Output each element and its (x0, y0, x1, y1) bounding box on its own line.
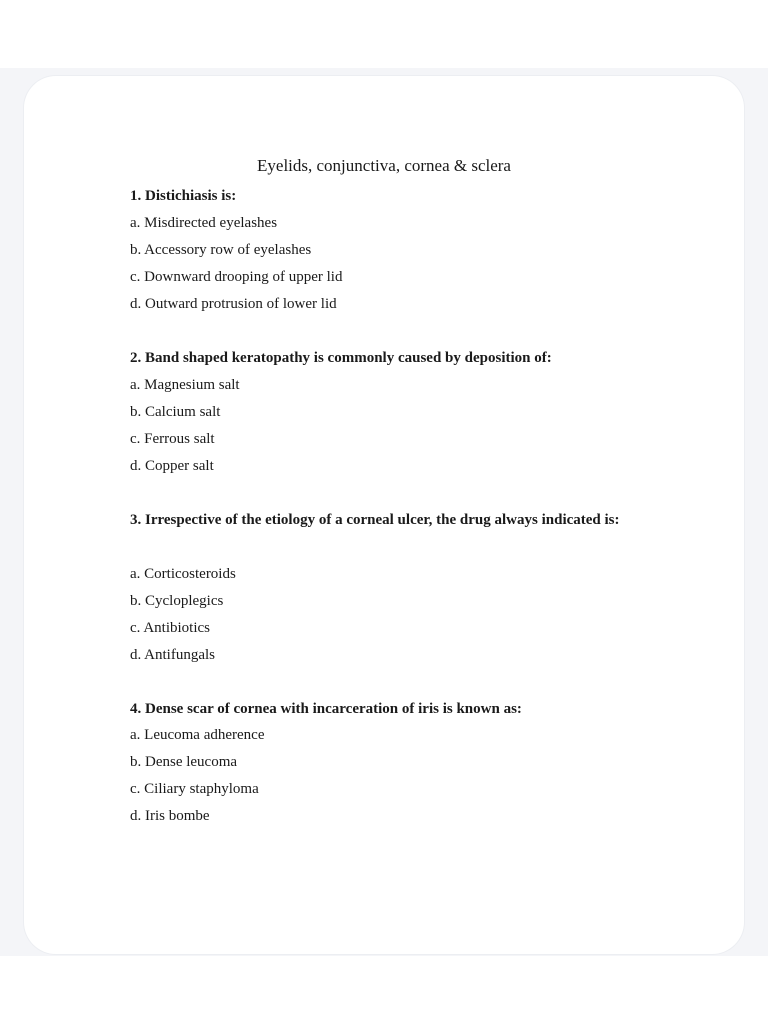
document-title: Eyelids, conjunctiva, cornea & sclera (257, 156, 511, 175)
question-2-option-c: c. Ferrous salt (130, 431, 215, 447)
question-3-option-c: c. Antibiotics (130, 620, 210, 636)
question-1-option-b: b. Accessory row of eyelashes (130, 242, 312, 258)
question-1-option-d: d. Outward protrusion of lower lid (130, 296, 337, 312)
question-3-option-d: d. Antifungals (130, 647, 215, 663)
question-1-text: 1. Distichiasis is: (130, 188, 237, 204)
question-4-option-c: c. Ciliary staphyloma (130, 781, 259, 797)
question-4-option-d: d. Iris bombe (130, 808, 210, 824)
question-1-option-a: a. Misdirected eyelashes (130, 215, 278, 231)
question-2-option-b: b. Calcium salt (130, 404, 221, 420)
question-2-option-d: d. Copper salt (130, 458, 214, 474)
question-3-option-a: a. Corticosteroids (130, 566, 236, 582)
question-4-option-a: a. Leucoma adherence (130, 727, 265, 743)
question-2-option-a: a. Magnesium salt (130, 377, 240, 393)
question-4-text: 4. Dense scar of cornea with incarceration of iris is known as: (130, 701, 522, 717)
question-2-text: 2. Band shaped keratopathy is commonly caused by deposition of: (130, 350, 552, 366)
question-1-option-c: c. Downward drooping of upper lid (130, 269, 343, 285)
question-3-text: 3. Irrespective of the etiology of a corneal ulcer, the drug always indicated is: (130, 512, 620, 528)
question-3-option-b: b. Cycloplegics (130, 593, 224, 609)
question-4-option-b: b. Dense leucoma (130, 754, 238, 770)
